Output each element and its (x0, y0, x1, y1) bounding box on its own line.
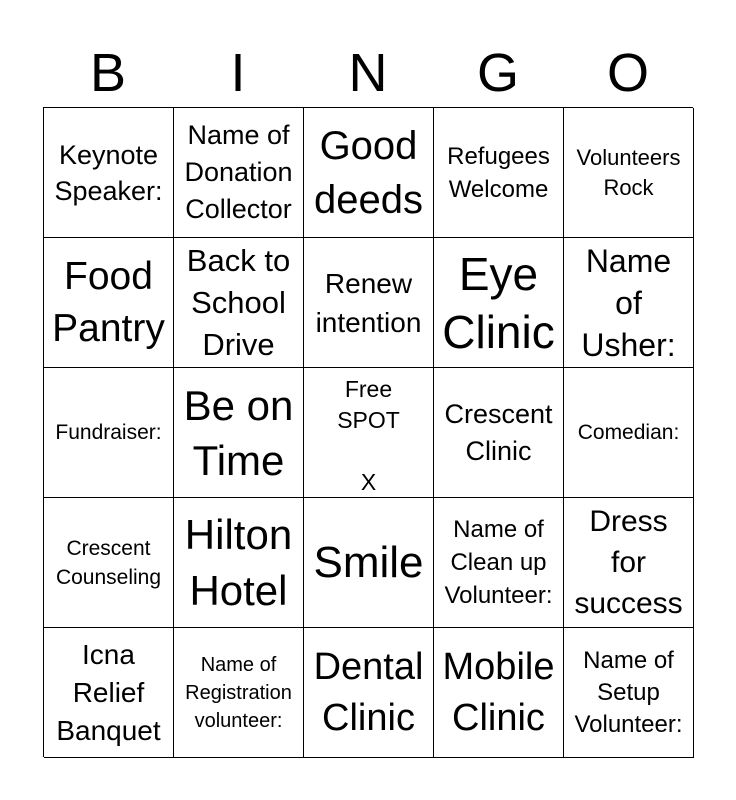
cell-text: Volunteers Rock (576, 144, 681, 200)
header-letter-o: O (606, 43, 649, 103)
cell-text: Back to School Drive (186, 242, 291, 362)
free-space-label: Free SPOT (337, 376, 400, 433)
bingo-cell-r1-c4[interactable] (564, 238, 694, 368)
cell-text: Dress for success (574, 505, 683, 620)
cell-text: Hilton Hotel (184, 510, 293, 614)
cell-text: Fundraiser: (55, 420, 162, 444)
free-space-mark: X (360, 469, 377, 495)
bingo-cell-r3-c3[interactable] (434, 498, 564, 628)
cell-text: Renew intention (315, 267, 422, 338)
bingo-cell-r3-c2[interactable] (304, 498, 434, 628)
bingo-cell-r0-c0[interactable] (44, 108, 174, 238)
bingo-header (43, 38, 693, 108)
header-letter-i: I (230, 43, 246, 103)
cell-text: Crescent Counseling (55, 536, 162, 589)
cell-text: Dental Clinic (313, 645, 424, 739)
bingo-cell-r1-c1[interactable] (174, 238, 304, 368)
header-letter-b: B (89, 43, 127, 103)
cell-text: Name of Registration volunteer: (185, 653, 292, 732)
bingo-grid (43, 107, 693, 757)
bingo-cell-r1-c0[interactable] (44, 238, 174, 368)
cell-text: Eye Clinic (442, 247, 555, 358)
bingo-cell-r4-c1[interactable] (174, 628, 304, 758)
cell-text: Name of Setup Volunteer: (574, 646, 683, 738)
bingo-cell-r2-c4[interactable] (564, 368, 694, 498)
cell-text: Comedian: (577, 420, 680, 444)
bingo-cell-r4-c4[interactable] (564, 628, 694, 758)
bingo-cell-r2-c3[interactable] (434, 368, 564, 498)
bingo-cell-r2-c1[interactable] (174, 368, 304, 498)
cell-text: Refugees Welcome (447, 142, 550, 203)
cell-text: Name of Usher: (581, 242, 676, 363)
bingo-cell-r1-c2[interactable] (304, 238, 434, 368)
bingo-cell-r0-c1[interactable] (174, 108, 304, 238)
cell-text: Smile (313, 537, 424, 587)
header-letter-g: G (476, 43, 519, 103)
bingo-cell-r4-c2[interactable] (304, 628, 434, 758)
bingo-cell-r2-c0[interactable] (44, 368, 174, 498)
cell-text: Name of Clean up Volunteer: (444, 516, 553, 609)
cell-text: Crescent Clinic (444, 398, 553, 466)
bingo-cell-r3-c1[interactable] (174, 498, 304, 628)
bingo-cell-r3-c0[interactable] (44, 498, 174, 628)
header-letter-n: N (348, 43, 388, 103)
cell-text: Be on Time (183, 381, 294, 484)
cell-text: Food Pantry (52, 254, 165, 350)
bingo-cell-r0-c4[interactable] (564, 108, 694, 238)
cell-text: Good deeds (314, 123, 423, 222)
bingo-cell-r3-c4[interactable] (564, 498, 694, 628)
bingo-cell-r0-c3[interactable] (434, 108, 564, 238)
bingo-cell-r4-c3[interactable] (434, 628, 564, 758)
cell-text: Name of Donation Collector (184, 120, 293, 224)
cell-text: Mobile Clinic (442, 645, 555, 739)
cell-text: Keynote Speaker: (54, 139, 163, 206)
cell-text: Icna Relief Banquet (56, 638, 161, 746)
free-space-cell[interactable] (304, 368, 434, 498)
bingo-cell-r4-c0[interactable] (44, 628, 174, 758)
bingo-cell-r1-c3[interactable] (434, 238, 564, 368)
bingo-cell-r0-c2[interactable] (304, 108, 434, 238)
